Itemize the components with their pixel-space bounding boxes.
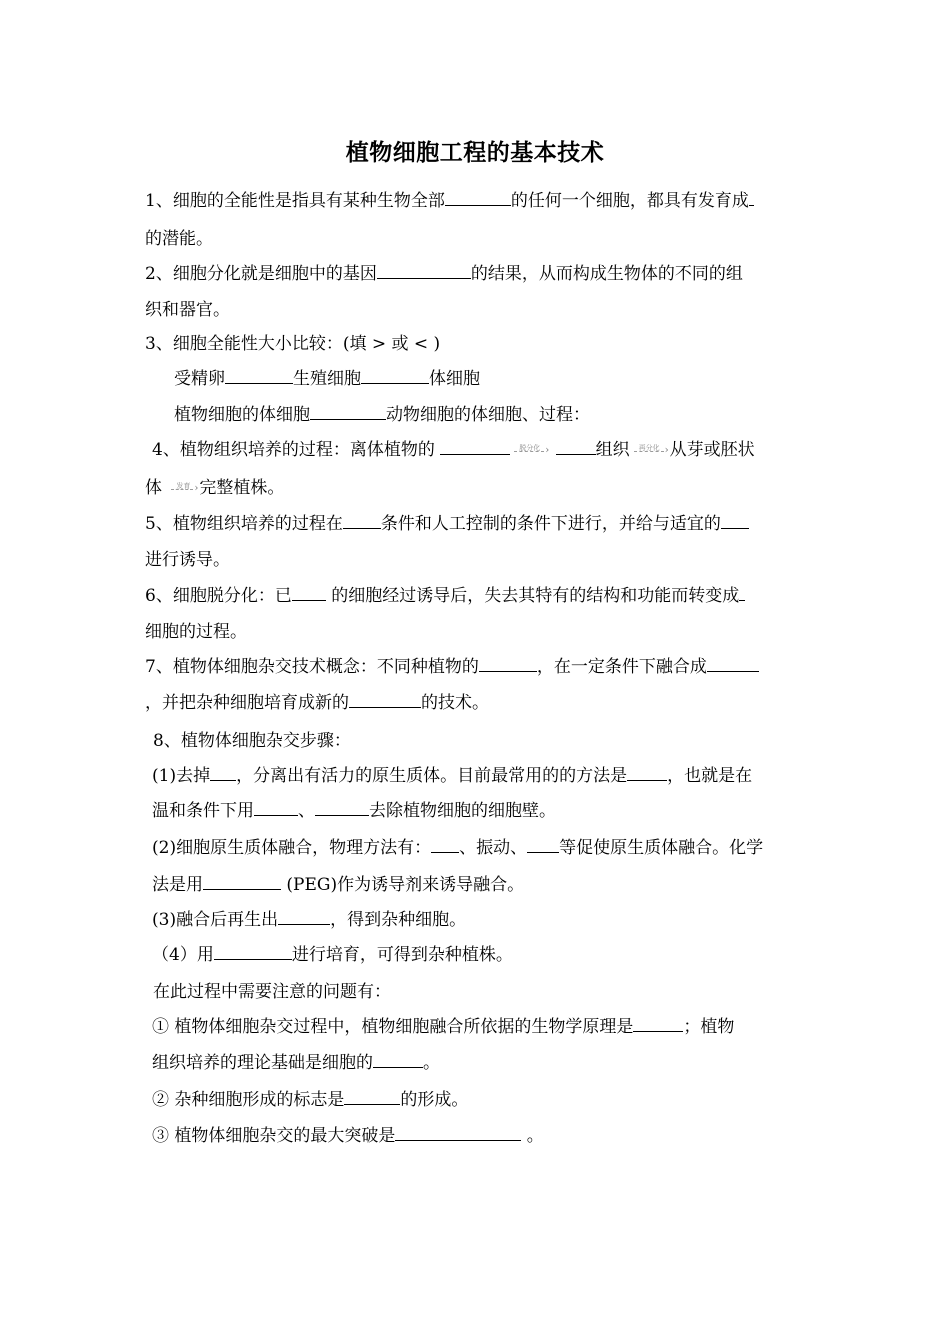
q8-heading: 8、植物体细胞杂交步骤： bbox=[153, 731, 351, 751]
q5-line1: 5、植物组织培养的过程在 条件和人工控制的条件下进行，并给与适宜的 bbox=[145, 513, 749, 535]
q6-line1: 6、细胞脱分化：已 的细胞经过诱导后，失去其特有的结构和功能而转变成 bbox=[145, 585, 745, 607]
q5-line2: 进行诱导。 bbox=[145, 550, 230, 570]
q8-step4: （4）用 进行培育，可得到杂种植株。 bbox=[152, 945, 513, 965]
blank[interactable] bbox=[343, 513, 381, 529]
blank[interactable] bbox=[344, 1089, 400, 1105]
blank[interactable] bbox=[445, 190, 511, 206]
q8-step1-line2: 温和条件下用 、 去除植物细胞的细胞壁。 bbox=[152, 801, 556, 821]
q7-line1: 7、植物体细胞杂交技术概念：不同种植物的 ，在一定条件下融合成 bbox=[145, 656, 759, 678]
blank[interactable] bbox=[361, 368, 429, 384]
blank[interactable] bbox=[349, 692, 421, 708]
blank[interactable] bbox=[633, 1016, 683, 1032]
blank[interactable] bbox=[377, 263, 471, 279]
blank[interactable] bbox=[556, 439, 596, 455]
blank[interactable] bbox=[214, 944, 292, 960]
q4-line2: 体 发育 › 完整植株。 bbox=[145, 478, 285, 498]
q8-step2-line1: (2)细胞原生质体融合，物理方法有： 、振动、 等促使原生质体融合。化学 bbox=[152, 838, 764, 858]
q2-line1: 2、细胞分化就是细胞中的基因 的结果，从而构成生物体的不同的组 bbox=[145, 264, 743, 284]
q4-line1: 4、植物组织培养的过程：离体植物的 脱分化 › 组织 再分化 › 从芽或胚状 bbox=[152, 440, 755, 460]
blank[interactable] bbox=[292, 585, 326, 601]
note1-line2: 组织培养的理论基础是细胞的 。 bbox=[152, 1053, 440, 1073]
q3-line1: 3、细胞全能性大小比较：(填 > 或 < ) bbox=[145, 334, 441, 354]
note3: ③ 植物体细胞杂交的最大突破是 。 bbox=[152, 1126, 544, 1146]
blank[interactable] bbox=[721, 513, 749, 529]
blank[interactable] bbox=[440, 439, 510, 455]
q7-line2: ，并把杂种细胞培育成新的 的技术。 bbox=[145, 693, 489, 713]
blank[interactable] bbox=[278, 909, 330, 925]
blank[interactable] bbox=[315, 800, 369, 816]
q8-step2-line2: 法是用 (PEG)作为诱导剂来诱导融合。 bbox=[152, 875, 525, 895]
blank[interactable] bbox=[203, 874, 281, 890]
blank[interactable] bbox=[210, 765, 236, 781]
blank[interactable] bbox=[749, 190, 754, 206]
note2: ② 杂种细胞形成的标志是 的形成。 bbox=[152, 1090, 469, 1110]
development-arrow-icon: 发育 › bbox=[167, 478, 199, 494]
dedifferentiation-arrow-icon: 脱分化 › bbox=[510, 440, 550, 456]
q6-line2: 细胞的过程。 bbox=[145, 622, 247, 642]
q2-line2: 织和器官。 bbox=[145, 300, 230, 320]
q1-line2: 的潜能。 bbox=[145, 229, 213, 249]
notes-heading: 在此过程中需要注意的问题有： bbox=[153, 982, 391, 1002]
blank[interactable] bbox=[527, 837, 559, 853]
blank[interactable] bbox=[310, 404, 386, 420]
blank[interactable] bbox=[395, 1125, 521, 1141]
blank[interactable] bbox=[739, 585, 745, 601]
q1-line1: 1、细胞的全能性是指具有某种生物全部 的任何一个细胞，都具有发育成 bbox=[145, 190, 754, 212]
blank[interactable] bbox=[627, 765, 667, 781]
q3-line3: 植物细胞的体细胞 动物细胞的体细胞、过程： bbox=[174, 405, 590, 425]
blank[interactable] bbox=[373, 1052, 423, 1068]
blank[interactable] bbox=[225, 368, 293, 384]
page-title: 植物细胞工程的基本技术 bbox=[345, 139, 605, 166]
q8-step1-line1: (1)去掉 ，分离出有活力的原生质体。目前最常用的的方法是 ，也就是在 bbox=[152, 766, 753, 786]
q8-step3: (3)融合后再生出 ，得到杂种细胞。 bbox=[152, 910, 467, 930]
note1-line1: ① 植物体细胞杂交过程中，植物细胞融合所依据的生物学原理是 ；植物 bbox=[152, 1017, 735, 1037]
blank[interactable] bbox=[431, 837, 459, 853]
blank[interactable] bbox=[479, 656, 537, 672]
blank[interactable] bbox=[707, 656, 759, 672]
blank[interactable] bbox=[254, 800, 298, 816]
redifferentiation-arrow-icon: 再分化 › bbox=[630, 440, 670, 456]
q3-line2: 受精卵 生殖细胞 体细胞 bbox=[174, 369, 480, 389]
